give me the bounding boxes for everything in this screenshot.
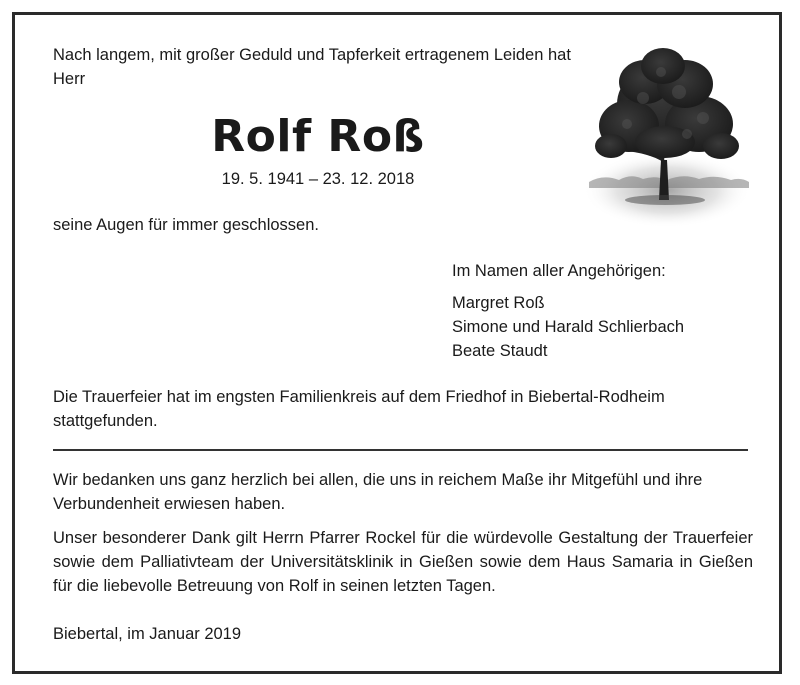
tree-icon: [583, 42, 751, 230]
divider: [53, 449, 748, 451]
place-date: Biebertal, im Januar 2019: [53, 625, 242, 643]
family-member: Beate Staudt: [452, 342, 548, 360]
ceremony-text: Die Trauerfeier hat im engsten Familienkreis auf dem Friedhof in Biebertal-Rodheim stattgefunden.: [53, 388, 665, 430]
thanks-special-text: Unser besonderer Dank gilt Herrn Pfarrer Rockel für die würdevolle Gestaltung der Trauerfeier sowie dem Palliativteam der Universitätsklinik in Gießen sowie dem Haus Samaria in Gießen für die liebevolle Betreuung von Rolf in seinen letzten Tagen.: [53, 529, 753, 595]
thanks-general-text: Wir bedanken uns ganz herzlich bei allen, die uns in reichem Maße ihr Mitgefühl und ihre Verbundenheit erwiesen haben.: [53, 471, 703, 513]
closing-text: seine Augen für immer geschlossen.: [53, 216, 319, 234]
life-dates: 19. 5. 1941 – 23. 12. 2018: [221, 170, 415, 188]
family-member: Margret Roß: [452, 294, 545, 312]
family-member: Simone und Harald Schlierbach: [452, 318, 685, 336]
deceased-name: Rolf Roß: [211, 111, 425, 162]
intro-text: Nach langem, mit großer Geduld und Tapferkeit ertragenem Leiden hat Herr: [53, 46, 571, 88]
family-heading: Im Namen aller Angehörigen:: [452, 262, 666, 280]
family-block: [452, 259, 684, 363]
